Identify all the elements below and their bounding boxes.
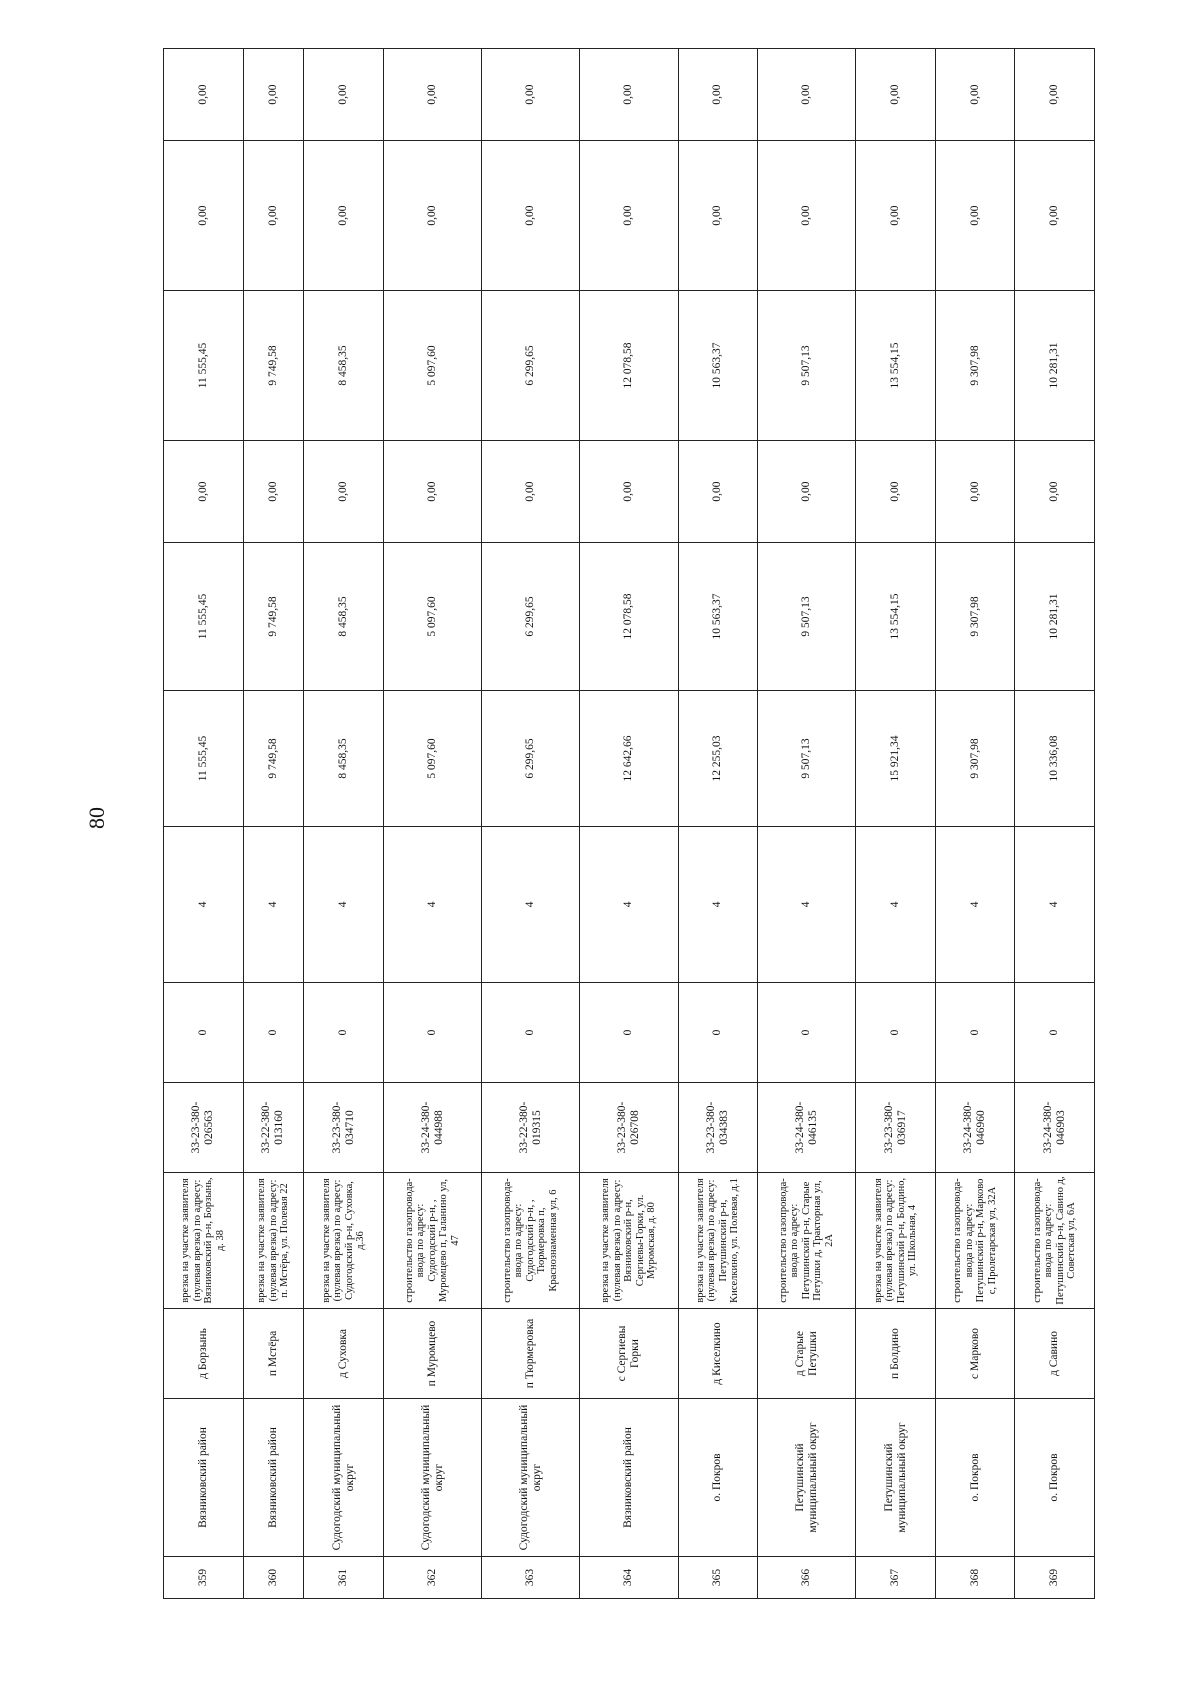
column-10-amount-cell: 0,00 xyxy=(758,441,856,543)
table-row xyxy=(678,49,758,1599)
column-7-cell: 4 xyxy=(758,827,856,983)
row-number-cell: 364 xyxy=(580,1557,678,1599)
column-9-amount-cell: 6 299,65 xyxy=(482,543,580,691)
locality-cell: д Суховка xyxy=(304,1309,384,1399)
application-code-cell: 33-24-380-046903 xyxy=(1015,1083,1095,1173)
column-7-cell: 4 xyxy=(935,827,1015,983)
column-6-cell: 0 xyxy=(856,983,936,1083)
column-11-amount-cell: 10 563,37 xyxy=(678,291,758,441)
work-description-cell: строительство газопровода-ввода по адресу: Петушинский р-н, Старые Петушки д, Тракторная ул, 2А xyxy=(758,1173,856,1309)
column-8-amount-cell: 6 299,65 xyxy=(482,691,580,827)
column-6-cell: 0 xyxy=(383,983,481,1083)
rotated-table-container xyxy=(163,84,1095,1599)
column-8-amount-cell: 11 555,45 xyxy=(164,691,244,827)
district-cell: Вязниковский район xyxy=(580,1399,678,1557)
column-12-amount-cell: 0,00 xyxy=(758,141,856,291)
locality-cell: д Киселкино xyxy=(678,1309,758,1399)
column-12-amount-cell: 0,00 xyxy=(856,141,936,291)
row-number-cell: 369 xyxy=(1015,1557,1095,1599)
locality-cell: п Болдино xyxy=(856,1309,936,1399)
column-9-amount-cell: 12 078,58 xyxy=(580,543,678,691)
column-10-amount-cell: 0,00 xyxy=(482,441,580,543)
column-7-cell: 4 xyxy=(482,827,580,983)
column-12-amount-cell: 0,00 xyxy=(383,141,481,291)
column-12-amount-cell: 0,00 xyxy=(304,141,384,291)
column-13-amount-cell: 0,00 xyxy=(164,49,244,141)
application-code-cell: 33-23-380-036917 xyxy=(856,1083,936,1173)
row-number-cell: 359 xyxy=(164,1557,244,1599)
application-code-cell: 33-24-380-046960 xyxy=(935,1083,1015,1173)
table-row xyxy=(164,49,244,1599)
column-10-amount-cell: 0,00 xyxy=(304,441,384,543)
column-12-amount-cell: 0,00 xyxy=(482,141,580,291)
locality-cell: д Савино xyxy=(1015,1309,1095,1399)
column-10-amount-cell: 0,00 xyxy=(935,441,1015,543)
column-6-cell: 0 xyxy=(758,983,856,1083)
column-11-amount-cell: 9 307,98 xyxy=(935,291,1015,441)
table-row xyxy=(1015,49,1095,1599)
column-12-amount-cell: 0,00 xyxy=(678,141,758,291)
column-10-amount-cell: 0,00 xyxy=(243,441,304,543)
locality-cell: п Муромцево xyxy=(383,1309,481,1399)
column-8-amount-cell: 9 307,98 xyxy=(935,691,1015,827)
column-10-amount-cell: 0,00 xyxy=(164,441,244,543)
column-12-amount-cell: 0,00 xyxy=(580,141,678,291)
application-code-cell: 33-24-380-044988 xyxy=(383,1083,481,1173)
column-11-amount-cell: 12 078,58 xyxy=(580,291,678,441)
row-number-cell: 363 xyxy=(482,1557,580,1599)
district-cell: Петушинский муниципальный округ xyxy=(758,1399,856,1557)
column-9-amount-cell: 9 507,13 xyxy=(758,543,856,691)
column-7-cell: 4 xyxy=(856,827,936,983)
work-description-cell: врезка на участке заявителя (нулевая врезка) по адресу: п. Мстёра, ул. Полевая 22 xyxy=(243,1173,304,1309)
table-row xyxy=(935,49,1015,1599)
column-8-amount-cell: 9 507,13 xyxy=(758,691,856,827)
work-description-cell: строительство газопровода-ввода по адресу: Петушинский р-н, Савино д, Советская ул, 6А xyxy=(1015,1173,1095,1309)
table-row xyxy=(482,49,580,1599)
district-cell: о. Покров xyxy=(1015,1399,1095,1557)
column-13-amount-cell: 0,00 xyxy=(856,49,936,141)
column-8-amount-cell: 12 642,66 xyxy=(580,691,678,827)
table-row xyxy=(304,49,384,1599)
column-7-cell: 4 xyxy=(678,827,758,983)
column-9-amount-cell: 11 555,45 xyxy=(164,543,244,691)
column-9-amount-cell: 8 458,35 xyxy=(304,543,384,691)
column-13-amount-cell: 0,00 xyxy=(383,49,481,141)
registry-table xyxy=(163,48,1095,1599)
table-row xyxy=(856,49,936,1599)
district-cell: Судогодский муниципальный округ xyxy=(304,1399,384,1557)
column-13-amount-cell: 0,00 xyxy=(482,49,580,141)
column-11-amount-cell: 10 281,31 xyxy=(1015,291,1095,441)
column-8-amount-cell: 9 749,58 xyxy=(243,691,304,827)
column-7-cell: 4 xyxy=(164,827,244,983)
application-code-cell: 33-23-380-034383 xyxy=(678,1083,758,1173)
column-7-cell: 4 xyxy=(243,827,304,983)
column-8-amount-cell: 12 255,03 xyxy=(678,691,758,827)
district-cell: Петушинский муниципальный округ xyxy=(856,1399,936,1557)
column-11-amount-cell: 11 555,45 xyxy=(164,291,244,441)
row-number-cell: 361 xyxy=(304,1557,384,1599)
column-6-cell: 0 xyxy=(935,983,1015,1083)
column-11-amount-cell: 8 458,35 xyxy=(304,291,384,441)
column-13-amount-cell: 0,00 xyxy=(304,49,384,141)
column-6-cell: 0 xyxy=(482,983,580,1083)
locality-cell: п Мстёра xyxy=(243,1309,304,1399)
column-9-amount-cell: 10 281,31 xyxy=(1015,543,1095,691)
district-cell: о. Покров xyxy=(678,1399,758,1557)
column-6-cell: 0 xyxy=(1015,983,1095,1083)
application-code-cell: 33-23-380-034710 xyxy=(304,1083,384,1173)
column-13-amount-cell: 0,00 xyxy=(580,49,678,141)
column-8-amount-cell: 5 097,60 xyxy=(383,691,481,827)
table-row xyxy=(383,49,481,1599)
column-9-amount-cell: 9 749,58 xyxy=(243,543,304,691)
column-10-amount-cell: 0,00 xyxy=(383,441,481,543)
row-number-cell: 368 xyxy=(935,1557,1015,1599)
column-12-amount-cell: 0,00 xyxy=(243,141,304,291)
column-10-amount-cell: 0,00 xyxy=(856,441,936,543)
column-11-amount-cell: 6 299,65 xyxy=(482,291,580,441)
table-row xyxy=(580,49,678,1599)
column-12-amount-cell: 0,00 xyxy=(1015,141,1095,291)
column-9-amount-cell: 13 554,15 xyxy=(856,543,936,691)
locality-cell: п Тюрмеровка xyxy=(482,1309,580,1399)
column-13-amount-cell: 0,00 xyxy=(1015,49,1095,141)
column-11-amount-cell: 9 507,13 xyxy=(758,291,856,441)
column-10-amount-cell: 0,00 xyxy=(678,441,758,543)
application-code-cell: 33-22-380-013160 xyxy=(243,1083,304,1173)
work-description-cell: строительство газопровода-ввода по адресу: Петушинский р-н, Марково с, Пролетарская ул, 32А xyxy=(935,1173,1015,1309)
locality-cell: с Марково xyxy=(935,1309,1015,1399)
work-description-cell: врезка на участке заявителя (нулевая врезка) по адресу: Вязниковский р-н, Сергиевы-Горки, ул. Муромская, д. 80 xyxy=(580,1173,678,1309)
column-6-cell: 0 xyxy=(164,983,244,1083)
column-8-amount-cell: 10 336,08 xyxy=(1015,691,1095,827)
district-cell: Вязниковский район xyxy=(243,1399,304,1557)
column-6-cell: 0 xyxy=(304,983,384,1083)
work-description-cell: врезка на участке заявителя (нулевая врезка) по адресу: Петушинский р-н, Болдино, ул. Школьная, 4 xyxy=(856,1173,936,1309)
application-code-cell: 33-24-380-046135 xyxy=(758,1083,856,1173)
column-13-amount-cell: 0,00 xyxy=(678,49,758,141)
column-12-amount-cell: 0,00 xyxy=(164,141,244,291)
row-number-cell: 366 xyxy=(758,1557,856,1599)
district-cell: Судогодский муниципальный округ xyxy=(482,1399,580,1557)
locality-cell: д Борзынь xyxy=(164,1309,244,1399)
column-8-amount-cell: 15 921,34 xyxy=(856,691,936,827)
row-number-cell: 367 xyxy=(856,1557,936,1599)
column-6-cell: 0 xyxy=(580,983,678,1083)
column-6-cell: 0 xyxy=(678,983,758,1083)
column-6-cell: 0 xyxy=(243,983,304,1083)
column-11-amount-cell: 5 097,60 xyxy=(383,291,481,441)
column-8-amount-cell: 8 458,35 xyxy=(304,691,384,827)
column-10-amount-cell: 0,00 xyxy=(1015,441,1095,543)
application-code-cell: 33-23-380-026708 xyxy=(580,1083,678,1173)
column-9-amount-cell: 5 097,60 xyxy=(383,543,481,691)
district-cell: Вязниковский район xyxy=(164,1399,244,1557)
column-13-amount-cell: 0,00 xyxy=(935,49,1015,141)
column-10-amount-cell: 0,00 xyxy=(580,441,678,543)
work-description-cell: строительство газопровода-ввода по адресу: Судогодский р-н, , Муромцево п, Галанино ул, 47 xyxy=(383,1173,481,1309)
district-cell: Судогодский муниципальный округ xyxy=(383,1399,481,1557)
column-11-amount-cell: 13 554,15 xyxy=(856,291,936,441)
table-row xyxy=(758,49,856,1599)
column-13-amount-cell: 0,00 xyxy=(758,49,856,141)
work-description-cell: врезка на участке заявителя (нулевая врезка) по адресу: Судогодский р-н, Суховка, д.36 xyxy=(304,1173,384,1309)
row-number-cell: 362 xyxy=(383,1557,481,1599)
column-7-cell: 4 xyxy=(580,827,678,983)
work-description-cell: врезка на участке заявителя (нулевая врезка) по адресу: Петушинский р-н, Киселкино, ул. Полевая, д.1 xyxy=(678,1173,758,1309)
district-cell: о. Покров xyxy=(935,1399,1015,1557)
column-9-amount-cell: 10 563,37 xyxy=(678,543,758,691)
row-number-cell: 365 xyxy=(678,1557,758,1599)
table-body xyxy=(164,49,1095,1599)
locality-cell: с Сергиевы Горки xyxy=(580,1309,678,1399)
column-11-amount-cell: 9 749,58 xyxy=(243,291,304,441)
row-number-cell: 360 xyxy=(243,1557,304,1599)
column-13-amount-cell: 0,00 xyxy=(243,49,304,141)
application-code-cell: 33-22-380-019315 xyxy=(482,1083,580,1173)
page-number: 80 xyxy=(84,807,109,829)
locality-cell: д Старые Петушки xyxy=(758,1309,856,1399)
column-7-cell: 4 xyxy=(383,827,481,983)
column-12-amount-cell: 0,00 xyxy=(935,141,1015,291)
column-9-amount-cell: 9 307,98 xyxy=(935,543,1015,691)
table-row xyxy=(243,49,304,1599)
column-7-cell: 4 xyxy=(304,827,384,983)
work-description-cell: врезка на участке заявителя (нулевая врезка) по адресу: Вязниковский р-н, Борзынь, д. 38 xyxy=(164,1173,244,1309)
work-description-cell: строительство газопровода-ввода по адресу: Судогодский р-н, , Тюрмеровка п, Краснознаменная ул, 6 xyxy=(482,1173,580,1309)
column-7-cell: 4 xyxy=(1015,827,1095,983)
application-code-cell: 33-23-380-026563 xyxy=(164,1083,244,1173)
